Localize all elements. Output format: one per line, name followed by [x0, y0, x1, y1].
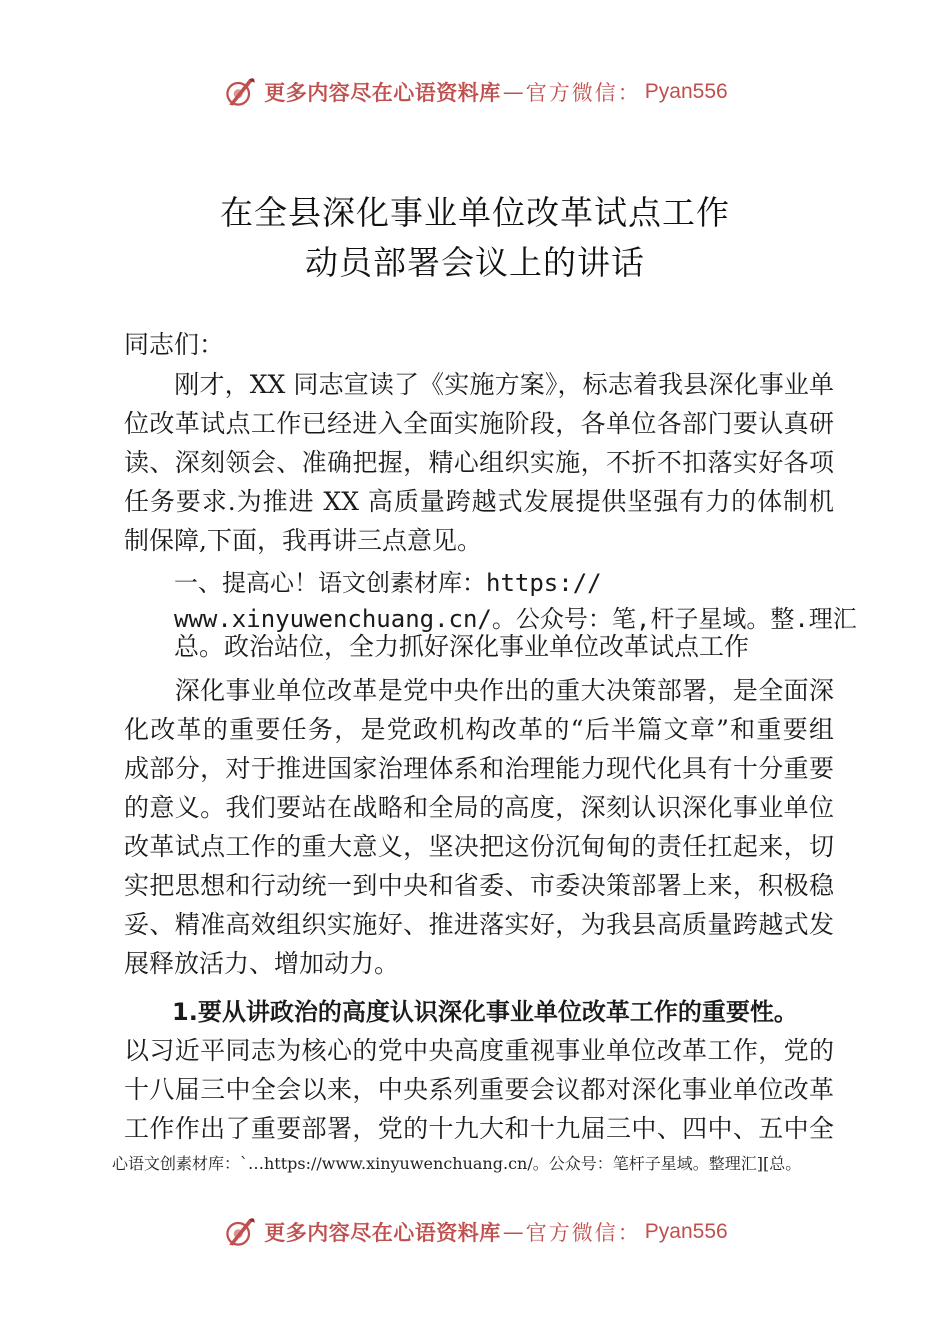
banner-separator: — — [502, 1220, 524, 1244]
banner-wechat-id: Pyan556 — [644, 80, 728, 103]
paragraph-2-line: 妥、精准高效组织实施好、推进落实好，为我县高质量跨越式发 — [124, 910, 834, 939]
paragraph-1-line: 位改革试点工作已经进入全面实施阶段，各单位各部门要认真研 — [124, 409, 834, 438]
paragraph-3-line: 以习近平同志为核心的党中央高度重视事业单位改革工作，党的 — [124, 1036, 834, 1065]
paragraph-2-line: 的意义。我们要站在战略和全局的高度，深刻认识深化事业单位 — [124, 793, 834, 822]
quill-logo-icon — [222, 74, 258, 110]
paragraph-1-line: 制保障,下面，我再讲三点意见。 — [124, 526, 482, 555]
paragraph-3-line: 工作作出了重要部署，党的十九大和十九届三中、四中、五中全 — [124, 1114, 834, 1143]
subsection-heading-1: 1.要从讲政治的高度认识深化事业单位改革工作的重要性。 — [172, 998, 798, 1026]
banner-text: 更多内容尽在心语资料库 — [264, 1221, 501, 1245]
paragraph-2-line: 化改革的重要任务，是党政机构改革的“后半篇文章”和重要组 — [124, 715, 834, 744]
paragraph-1-line: 任务要求.为推进 XX 高质量跨越式发展提供坚强有力的体制机 — [124, 487, 834, 516]
paragraph-2-line: 深化事业单位改革是党中央作出的重大决策部署，是全面深 — [124, 676, 834, 705]
banner-wechat-label: 官方微信： — [525, 81, 641, 105]
banner-wechat-label: 官方微信： — [525, 1221, 641, 1245]
paragraph-2-line: 实把思想和行动统一到中央和省委、市委决策部署上来，积极稳 — [124, 871, 834, 900]
footer-banner — [0, 1212, 950, 1252]
section-heading-1-line: 一、提高心！语文创素材库：https:// — [174, 569, 602, 597]
section-heading-1-line: 总。政治站位，全力抓好深化事业单位改革试点工作 — [174, 632, 750, 661]
section-heading-1-line: www.xinyuwenchuang.cn/。公众号：笔,杆子星域。整.理汇 — [174, 605, 857, 633]
paragraph-2-line: 改革试点工作的重大意义，坚决把这份沉甸甸的责任扛起来，切 — [124, 832, 834, 861]
paragraph-2-line: 成部分，对于推进国家治理体系和治理能力现代化具有十分重要 — [124, 754, 834, 783]
footer-note: 心语文创素材库：`…https://www.xinyuwenchuang.cn/。公众号：笔杆子星域。整理汇][总。 — [112, 1154, 802, 1173]
document-title-line-2: 动员部署会议上的讲话 — [305, 243, 645, 282]
header-banner — [0, 72, 950, 112]
paragraph-2-line: 展释放活力、增加动力。 — [124, 949, 400, 978]
paragraph-1-line: 刚才，XX 同志宣读了《实施方案》，标志着我县深化事业单 — [124, 370, 834, 399]
quill-logo-icon — [222, 1214, 258, 1250]
document-title-line-1: 在全县深化事业单位改革试点工作 — [220, 193, 730, 232]
banner-wechat-id: Pyan556 — [644, 1220, 728, 1243]
paragraph-1-line: 读、深刻领会、准确把握，精心组织实施，不折不扣落实好各项 — [124, 448, 834, 477]
banner-text: 更多内容尽在心语资料库 — [264, 81, 501, 105]
greeting: 同志们： — [124, 330, 225, 359]
banner-separator: — — [502, 80, 524, 104]
paragraph-3-line: 十八届三中全会以来，中央系列重要会议都对深化事业单位改革 — [124, 1075, 834, 1104]
